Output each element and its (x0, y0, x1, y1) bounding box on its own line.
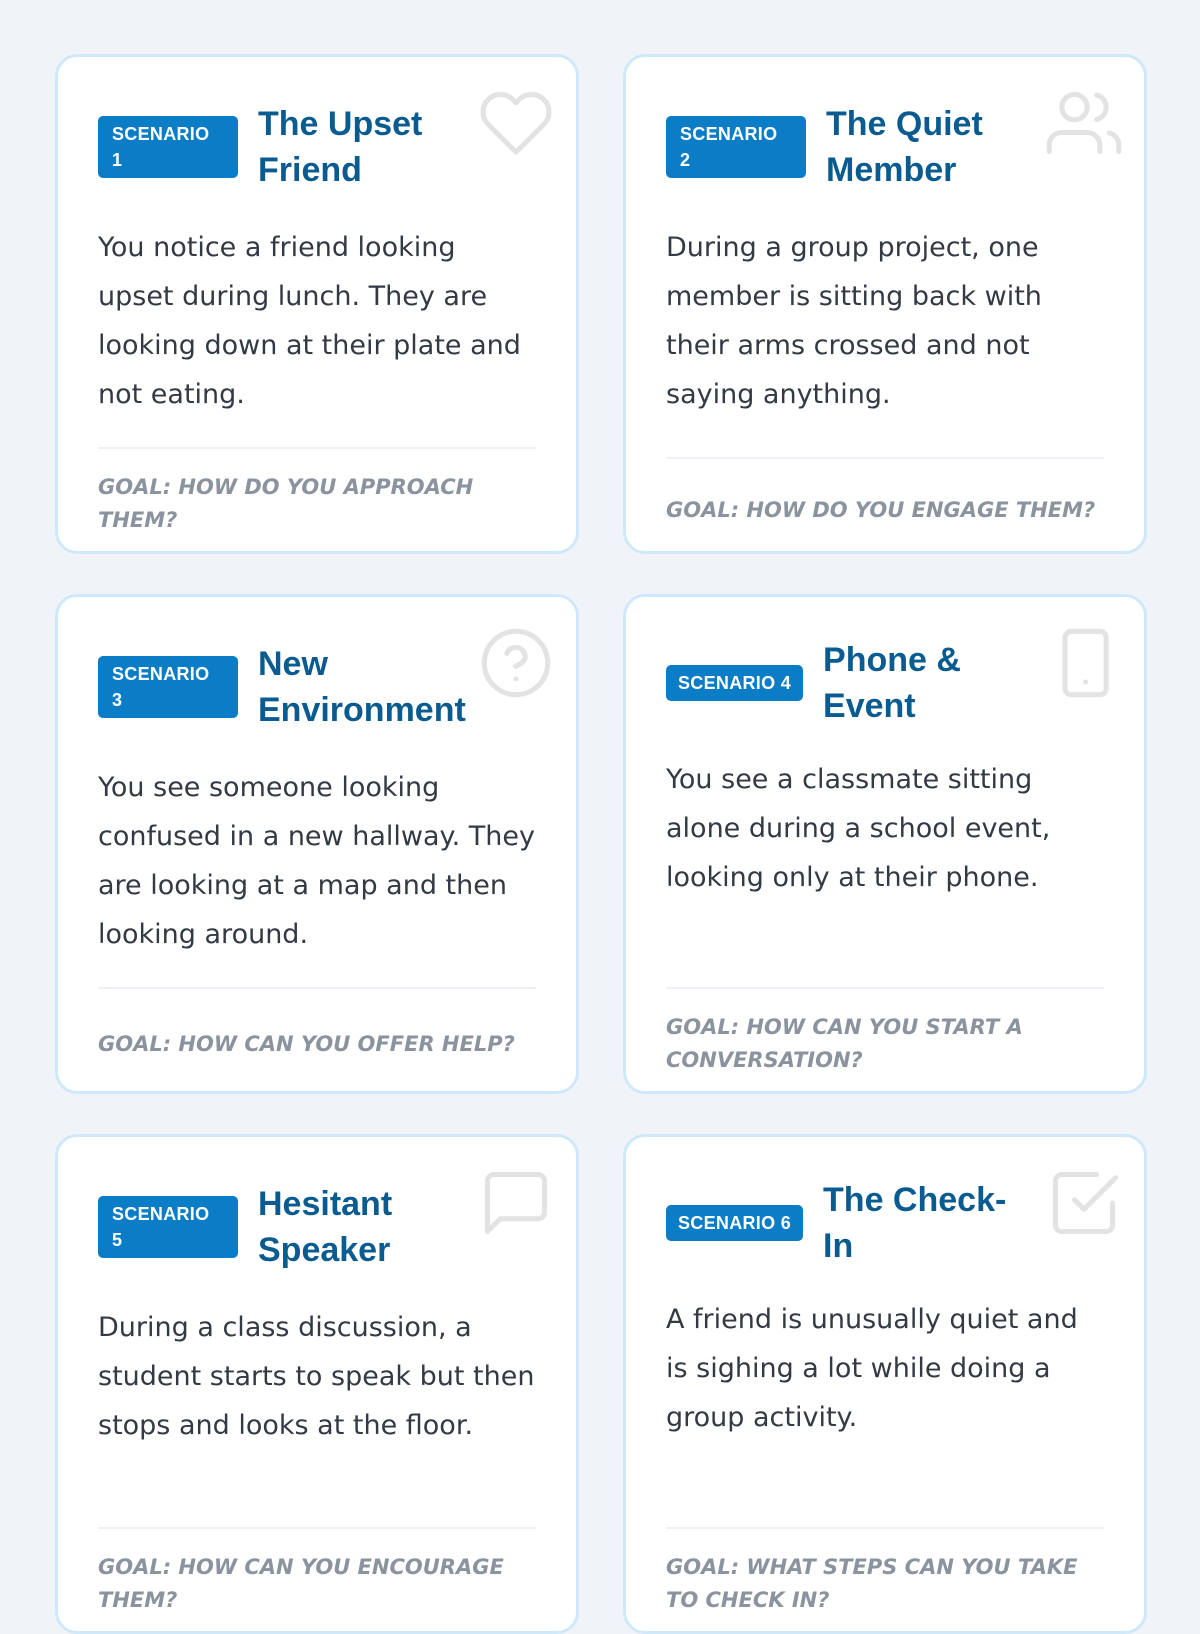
scenario-badge: SCENARIO 2 (666, 116, 806, 178)
scenario-badge: SCENARIO 5 (98, 1196, 238, 1258)
scenario-title: Hesitant Speaker (258, 1185, 393, 1269)
scenario-description: You see a classmate sitting alone during a school event, looking only at their phone. (666, 764, 1051, 893)
scenario-goal (98, 1547, 536, 1621)
heart-icon (478, 85, 554, 161)
scenario-description: During a class discussion, a student starts to speak but then stops and looks at the floor. (98, 1312, 535, 1441)
divider (98, 447, 536, 449)
scenario-badge: SCENARIO 3 (98, 656, 238, 718)
scenario-goal-text: GOAL: HOW CAN YOU OFFER HELP? (98, 1031, 515, 1056)
scenario-card-6[interactable] (623, 1134, 1147, 1634)
message-square-icon (478, 1165, 554, 1241)
scenario-goal-text: GOAL: HOW CAN YOU ENCOURAGE THEM? (98, 1555, 504, 1612)
scenario-grid (55, 54, 1147, 1634)
scenario-goal (98, 1007, 536, 1081)
scenario-header (98, 1177, 536, 1277)
scenario-goal-text: GOAL: WHAT STEPS CAN YOU TAKE TO CHECK IN? (666, 1555, 1078, 1612)
scenario-goal (98, 467, 536, 541)
check-square-icon (1046, 1165, 1122, 1241)
divider (98, 987, 536, 989)
divider (666, 987, 1104, 989)
scenario-goal-text: GOAL: HOW CAN YOU START A CONVERSATION? (666, 1015, 1023, 1072)
scenario-card-5[interactable] (55, 1134, 579, 1634)
scenario-goal (666, 1547, 1104, 1621)
scenario-card-2[interactable] (623, 54, 1147, 554)
phone-icon (1046, 625, 1122, 701)
scenario-header (666, 637, 1104, 729)
scenario-description: You notice a friend looking upset during lunch. They are looking down at their plate and not eating. (98, 232, 521, 410)
scenario-title: Phone & Event (823, 641, 961, 725)
scenario-goal (666, 473, 1104, 547)
scenario-title: The Check-In (823, 1181, 1007, 1265)
scenario-badge: SCENARIO 4 (666, 665, 803, 701)
scenario-header (98, 637, 536, 737)
scenario-card-1[interactable] (55, 54, 579, 554)
divider (666, 457, 1104, 459)
scenario-title: The Quiet Member (826, 105, 983, 189)
scenario-badge: SCENARIO 6 (666, 1205, 803, 1241)
scenario-goal-text: GOAL: HOW DO YOU ENGAGE THEM? (666, 497, 1096, 522)
scenario-card-3[interactable] (55, 594, 579, 1094)
scenario-description: During a group project, one member is sitting back with their arms crossed and not saying anything. (666, 232, 1042, 410)
scenario-card-4[interactable] (623, 594, 1147, 1094)
scenario-header (666, 1177, 1104, 1269)
scenario-title: New Environment (258, 645, 466, 729)
scenario-goal (666, 1007, 1104, 1081)
scenario-header (666, 97, 1104, 197)
scenario-description: A friend is unusually quiet and is sighing a lot while doing a group activity. (666, 1304, 1078, 1433)
help-circle-icon (478, 625, 554, 701)
users-icon (1046, 85, 1122, 161)
scenario-goal-text: GOAL: HOW DO YOU APPROACH THEM? (98, 475, 474, 532)
divider (98, 1527, 536, 1529)
scenario-description: You see someone looking confused in a new hallway. They are looking at a map and then looking around. (98, 772, 535, 950)
scenario-header (98, 97, 536, 197)
divider (666, 1527, 1104, 1529)
scenario-badge: SCENARIO 1 (98, 116, 238, 178)
scenario-title: The Upset Friend (258, 105, 423, 189)
